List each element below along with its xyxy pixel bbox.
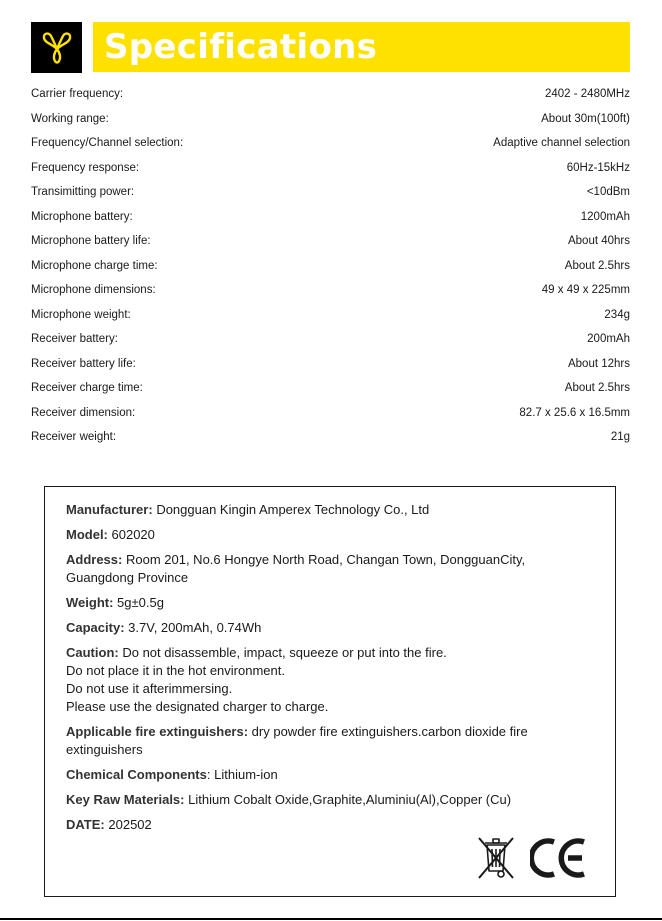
spec-value: About 2.5hrs [564,382,630,395]
spec-label: Microphone battery: [31,210,133,223]
battery-info-box [44,486,616,897]
spec-row [31,82,630,107]
caution-value: Do not disassemble, impact, squeeze or put into the fire. [122,645,447,660]
manufacturer-item [66,501,586,519]
spec-row [31,376,630,401]
caution-item [66,644,586,716]
extinguishers-value-line2: extinguishers [66,742,143,757]
spec-value: 60Hz-15kHz [566,161,630,174]
weight-value: 5g±0.5g [117,595,164,610]
model-value: 602020 [111,527,155,542]
spec-label: Microphone dimensions: [31,284,156,297]
date-item [66,816,586,834]
date-label: DATE: [66,817,105,832]
spec-label: Microphone weight: [31,308,131,321]
spec-label: Working range: [31,112,109,125]
spec-label: Receiver battery life: [31,357,136,370]
spec-row [31,425,630,450]
address-label: Address: [66,552,123,567]
title-banner [93,22,630,72]
spec-value: Adaptive channel selection [493,137,630,150]
caution-line-3: Do not use it afterimmersing. [66,681,233,696]
spec-row [31,131,630,156]
caution-line-2: Do not place it in the hot environment. [66,663,285,678]
spec-label: Receiver battery: [31,333,118,346]
raw-materials-item [66,791,586,809]
spec-label: Receiver charge time: [31,382,143,395]
chemical-item [66,766,586,784]
spec-value: 234g [604,308,630,321]
extinguishers-label: Applicable fire extinguishers: [66,724,249,739]
address-value-line2: Guangdong Province [66,570,189,585]
capacity-label: Capacity: [66,620,125,635]
model-label: Model: [66,527,108,542]
spec-value: <10dBm [586,186,630,199]
spec-label: Receiver weight: [31,431,117,444]
model-item [66,526,586,544]
spec-row [31,107,630,132]
compliance-marks [476,835,592,881]
page-title: Specifications [104,27,378,67]
caution-line-4: Please use the designated charger to charge. [66,699,329,714]
extinguishers-item [66,723,586,759]
manufacturer-value: Dongguan Kingin Amperex Technology Co., Ltd [156,502,430,517]
capacity-value: 3.7V, 200mAh, 0.74Wh [128,620,262,635]
spec-label: Carrier frequency: [31,88,124,101]
weight-label: Weight: [66,595,114,610]
spec-value: 82.7 x 25.6 x 16.5mm [519,406,630,419]
chemical-value: Lithium-ion [214,767,278,782]
spec-value: 21g [610,431,630,444]
spec-value: About 30m(100ft) [541,112,630,125]
crossed-out-wheelie-bin-icon [476,835,516,881]
raw-materials-label: Key Raw Materials: [66,792,185,807]
spec-value: About 12hrs [567,357,630,370]
spec-label: Microphone battery life: [31,235,151,248]
spec-list [31,82,630,450]
spec-row [31,303,630,328]
spec-value: 1200mAh [580,210,630,223]
spec-row [31,327,630,352]
chemical-colon: : [206,767,211,782]
spec-row [31,401,630,426]
spec-row [31,229,630,254]
address-item [66,551,586,587]
spec-row [31,352,630,377]
battery-info-content [66,501,586,841]
date-value: 202502 [108,817,152,832]
tripod-y-logo-icon [38,29,76,67]
caution-label: Caution: [66,645,119,660]
raw-materials-value: Lithium Cobalt Oxide,Graphite,Aluminiu(Al),Copper (Cu) [188,792,512,807]
spec-row [31,180,630,205]
spec-value: 200mAh [587,333,630,346]
spec-row [31,254,630,279]
bottom-rule [0,918,662,920]
address-value: Room 201, No.6 Hongye North Road, Changan Town, DongguanCity, [125,552,526,567]
spec-value: 2402 - 2480MHz [544,88,630,101]
chemical-label: Chemical Components [66,767,207,782]
spec-value: 49 x 49 x 225mm [541,284,630,297]
spec-row [31,156,630,181]
spec-label: Receiver dimension: [31,406,136,419]
weight-item [66,594,586,612]
spec-label: Transimitting power: [31,186,135,199]
brand-logo [31,22,82,73]
spec-label: Frequency/Channel selection: [31,137,184,150]
ce-mark-icon [530,836,592,880]
spec-label: Frequency response: [31,161,140,174]
extinguishers-value: dry powder fire extinguishers.carbon dioxide fire [251,724,528,739]
capacity-item [66,619,586,637]
spec-row [31,278,630,303]
manufacturer-label: Manufacturer: [66,502,153,517]
spec-row [31,205,630,230]
spec-value: About 40hrs [567,235,630,248]
spec-value: About 2.5hrs [564,259,630,272]
spec-label: Microphone charge time: [31,259,158,272]
